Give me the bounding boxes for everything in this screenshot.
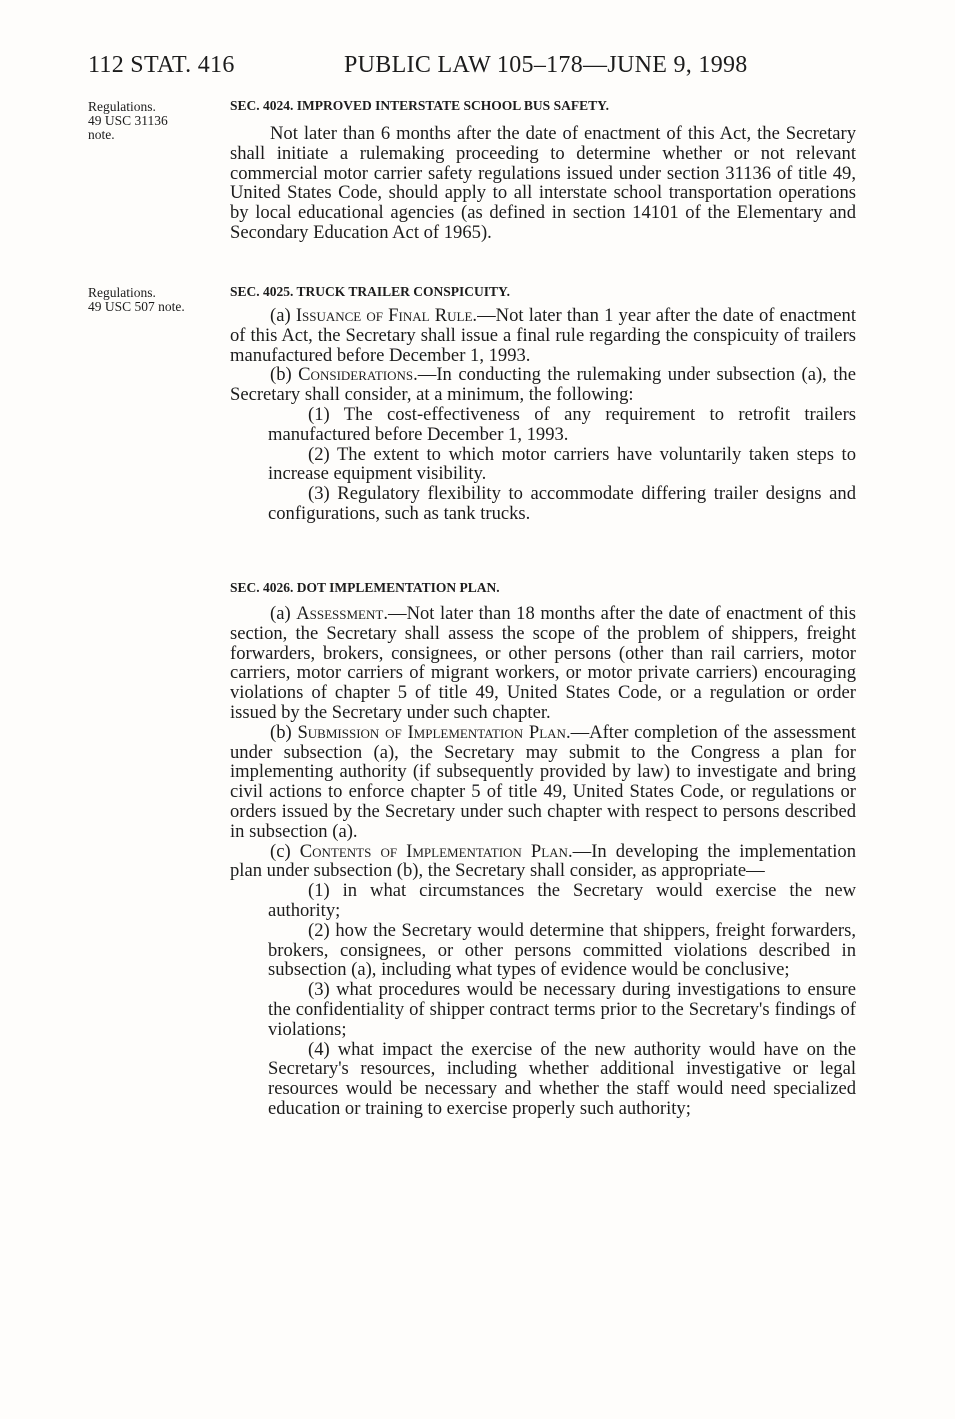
subsection-b — [230, 365, 856, 405]
section-heading-4024: SEC. 4024. IMPROVED INTERSTATE SCHOOL BUS SAFETY. — [230, 98, 609, 113]
section-body-4026 — [230, 604, 856, 1119]
subsection-b — [230, 723, 856, 842]
subsection-label: (a) — [270, 603, 297, 624]
list-item: (1) in what circumstances the Secretary would exercise the new authority; — [268, 880, 856, 921]
margin-note-2 — [88, 286, 218, 314]
list-item: (2) The extent to which motor carriers have voluntarily taken steps to increase equipment visibility. — [268, 443, 856, 485]
subsection-label: (b) — [270, 721, 298, 743]
list-item: (2) how the Secretary would determine that shippers, freight forwarders, brokers, consignees, or other persons committed violations described in subsection (a), including what types of evidence would be conclusive; — [268, 919, 856, 981]
subsection-title: Submission of Implementation Plan — [297, 721, 566, 743]
subsection-c — [230, 842, 856, 882]
margin-note-1 — [88, 100, 218, 142]
subsection-text: .—Not later than 1 year after the date of enactment of this Act, the Secretary shall issue a final rule regarding the conspicuity of trailers manufactured before December 1, 1993. — [230, 305, 856, 366]
subsection-text: .—Not later than 18 months after the date of enactment of this section, the Secretary shall assess the scope of the problem of shippers, freight forwarders, brokers, consignees, or other persons (other than rail carriers, motor carriers, motor carriers of migrant workers, or motor private carriers) encouraging violations of chapter 5 of title 49, United States Code, or a regulation or order issued by the Secretary under such chapter. — [230, 603, 856, 723]
list-item: (4) what impact the exercise of the new authority would have on the Secretary's resources, including whether additional investigative or legal resources would be necessary and whether the staff would need specialized education or training to exercise properly such authority; — [268, 1038, 856, 1119]
list-item: (1) The cost-effectiveness of any requirement to retrofit trailers manufactured before December 1, 1993. — [268, 403, 856, 445]
subsection-label: (c) — [270, 840, 300, 862]
margin-note-line: Regulations. — [88, 285, 156, 300]
margin-note-line: Regulations. — [88, 99, 156, 114]
subsection-title: Contents of Implementation Plan — [299, 840, 568, 862]
subsection-title: Issuance of Final Rule — [295, 305, 473, 326]
subsection-title: Considerations — [298, 364, 414, 386]
section-body-4024 — [230, 124, 856, 243]
page-header-stat: 112 STAT. 416 — [88, 52, 235, 78]
subsection-a — [230, 306, 856, 365]
margin-note-line: note. — [88, 127, 115, 142]
subsection-text: .—In developing the implementation plan under subsection (b), the Secretary shall consider, as appropriate— — [230, 840, 856, 882]
margin-note-line: 49 USC 31136 — [88, 113, 168, 128]
subsection-title: Assessment — [296, 603, 384, 624]
section-heading-4025: SEC. 4025. TRUCK TRAILER CONSPICUITY. — [230, 284, 510, 299]
margin-note-line: 49 USC 507 note. — [88, 299, 185, 314]
subsection-label: (b) — [270, 364, 299, 386]
section-heading-4026: SEC. 4026. DOT IMPLEMENTATION PLAN. — [230, 580, 500, 595]
page-header-title: PUBLIC LAW 105–178—JUNE 9, 1998 — [344, 52, 748, 78]
subsection-label: (a) — [270, 305, 296, 326]
subsection-a — [230, 604, 856, 723]
section-body-4025 — [230, 306, 856, 524]
subsection-text: .—In conducting the rulemaking under subsection (a), the Secretary shall consider, at a minimum, the following: — [230, 364, 856, 406]
list-item: (3) what procedures would be necessary during investigations to ensure the confidentiality of shipper contract terms prior to the Secretary's findings of violations; — [268, 979, 856, 1040]
paragraph: Not later than 6 months after the date of enactment of this Act, the Secretary shall initiate a rulemaking proceeding to determine whether or not relevant commercial motor carrier safety regulations issued under section 31136 of title 49, United States Code, should apply to all interstate school transportation operations by local educational agencies (as defined in section 14101 of the Elementary and Secondary Education Act of 1965). — [230, 123, 856, 243]
subsection-text: .—After completion of the assessment under subsection (a), the Secretary may submit to the Congress a plan for implementing authority (if subsequently provided by law) to investigate and bring civil actions to enforce chapter 5 of title 49, United States Code, or regulations or orders issued by the Secretary under such chapter with respect to persons described in subsection (a). — [230, 721, 856, 842]
list-item: (3) Regulatory flexibility to accommodate differing trailer designs and configurations, such as tank trucks. — [268, 483, 856, 524]
